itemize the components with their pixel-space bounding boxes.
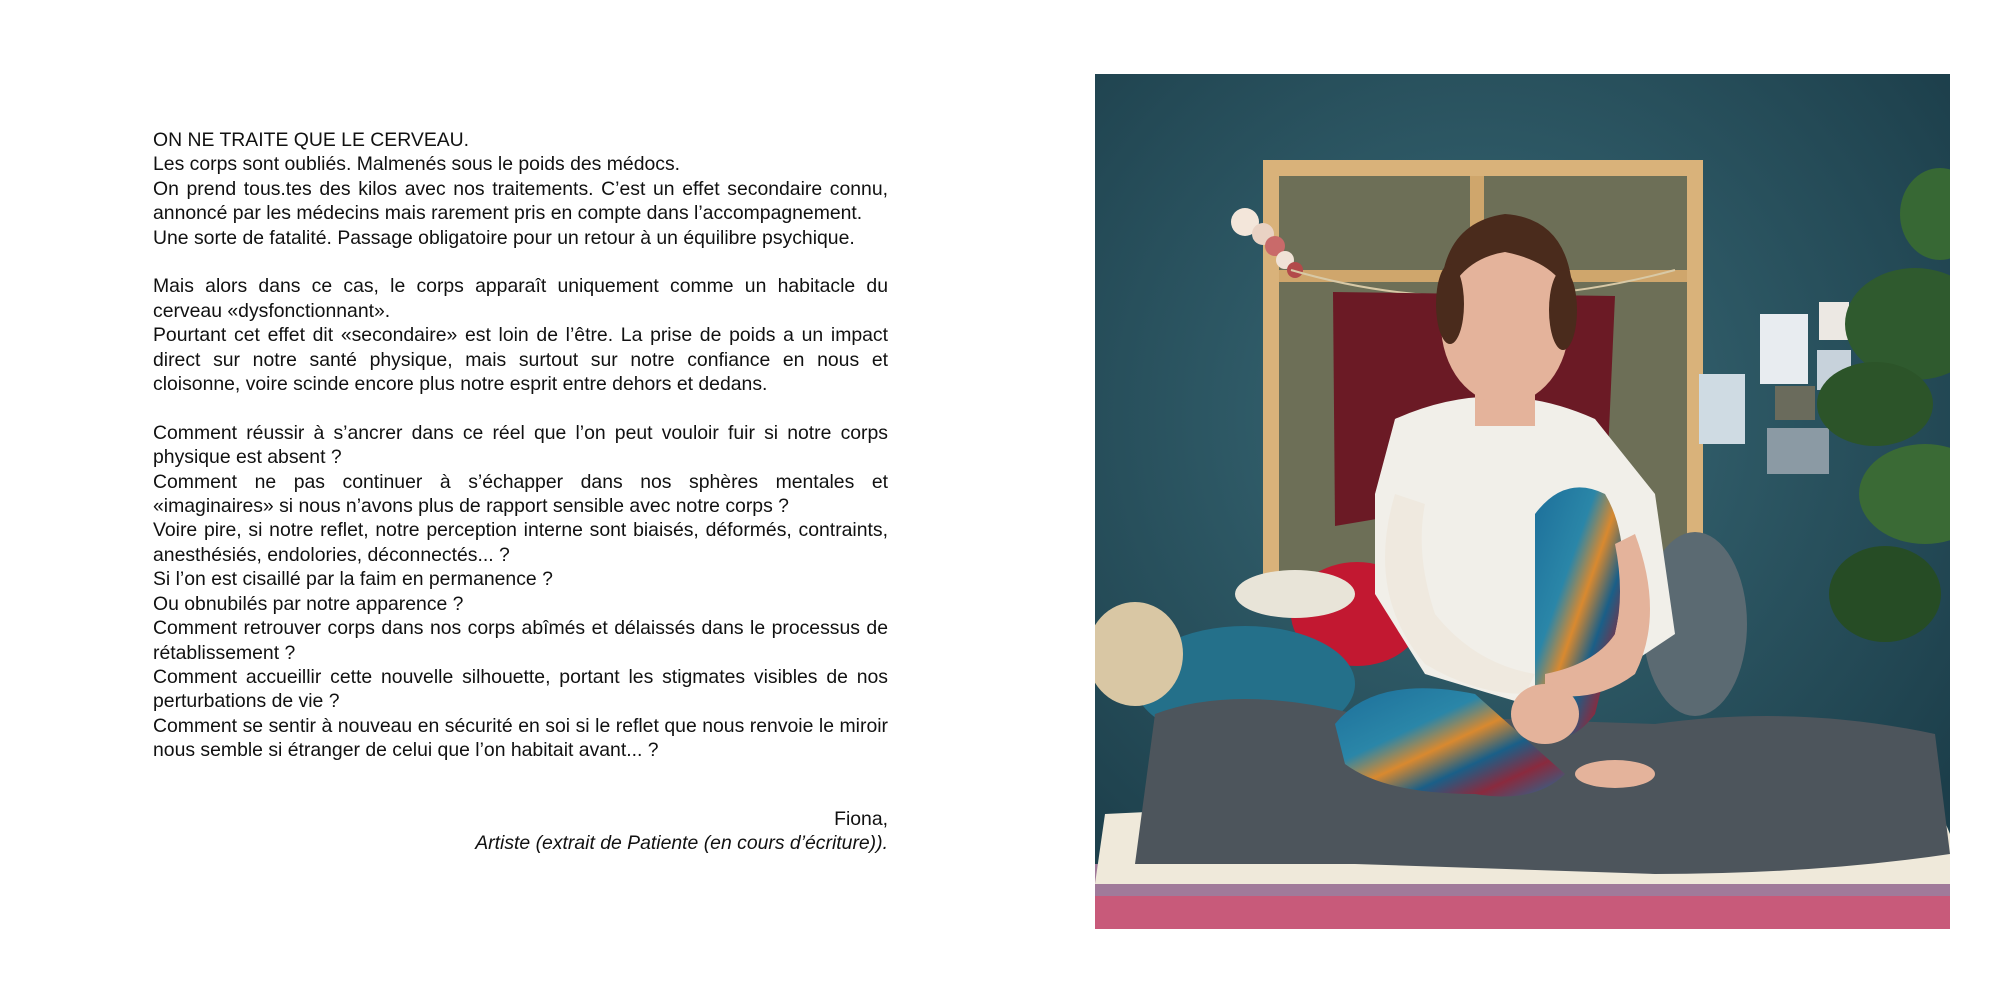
essay-text <box>153 128 888 787</box>
foot <box>1575 760 1655 788</box>
signature-role: Artiste (extrait de Patiente (en cours d’écriture)). <box>475 832 888 855</box>
portrait-illustration <box>1095 74 1950 929</box>
question-line: Comment réussir à s’ancrer dans ce réel que l’on peut vouloir fuir si notre corps physique est absent ? <box>153 421 888 469</box>
question-line: Ou obnubilés par notre apparence ? <box>153 592 464 615</box>
question-line: Comment se sentir à nouveau en sécurité en soi si le reflet que nous renvoie le miroir nous semble si étranger de celui que l’on habitait avant... ? <box>153 714 888 762</box>
heading-line: ON NE TRAITE QUE LE CERVEAU. <box>153 129 470 151</box>
paragraph-2 <box>153 274 888 396</box>
question-line: Voire pire, si notre reflet, notre perception interne sont biaisés, déformés, contraints, anesthésiés, endolories, déconnectés... ? <box>153 519 888 566</box>
text-line: Une sorte de fatalité. Passage obligatoire pour un retour à un équilibre psychique. <box>153 226 855 249</box>
paragraph-3 <box>153 421 888 763</box>
question-line: Comment accueillir cette nouvelle silhouette, portant les stigmates visibles de nos perturbations de vie ? <box>153 665 888 713</box>
portrait-photo <box>1095 74 1950 929</box>
paragraph-1 <box>153 128 888 250</box>
question-line: Si l’on est cisaillé par la faim en permanence ? <box>153 568 553 591</box>
text-line: On prend tous.tes des kilos avec nos traitements. C’est un effet secondaire connu, annoncé par les médecins mais rarement pris en compte dans l’accompagnement. <box>153 177 888 225</box>
question-line: Comment retrouver corps dans nos corps abîmés et délaissés dans le processus de rétablissement ? <box>153 617 888 664</box>
signature-author: Fiona, <box>834 808 888 830</box>
question-line: Comment ne pas continuer à s’échapper dans nos sphères mentales et «imaginaires» si nous n’avons plus de rapport sensible avec notre corps ? <box>153 470 888 518</box>
signature <box>153 807 888 856</box>
text-line: Pourtant cet effet dit «secondaire» est loin de l’être. La prise de poids a un impact direct sur notre santé physique, mais surtout sur notre confiance en nous et cloisonne, voire scinde encore plus notre esprit entre dehors et dedans. <box>153 324 888 396</box>
text-line: Mais alors dans ce cas, le corps apparaît uniquement comme un habitacle du cerveau «dysfonctionnant». <box>153 275 888 322</box>
hands <box>1511 684 1579 744</box>
text-line: Les corps sont oubliés. Malmenés sous le poids des médocs. <box>153 153 681 176</box>
